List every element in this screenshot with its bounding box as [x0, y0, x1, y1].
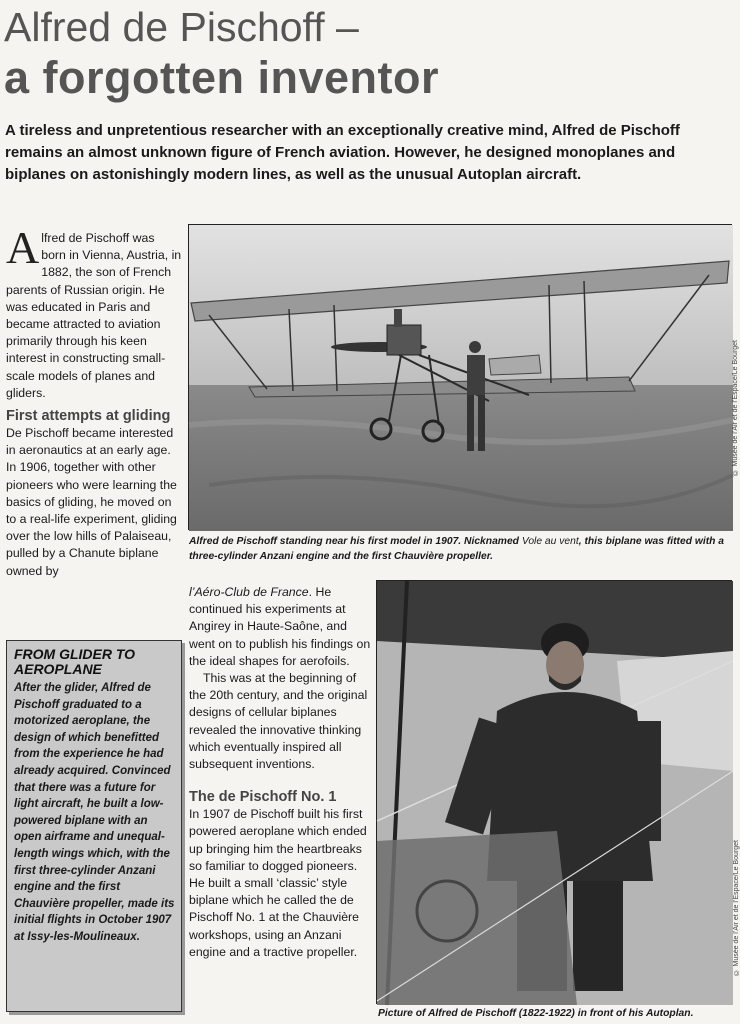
column-1	[6, 222, 182, 580]
column2-para1-text: . He continued his experiments at Angirey in Haute-Saône, and went on to publish his findings on the ideal shapes for aerofoils.	[189, 585, 371, 668]
caption-biplane	[189, 534, 734, 564]
intro-paragraph	[6, 222, 182, 402]
sidebar-heading: FROM GLIDER TO AEROPLANE	[14, 646, 136, 677]
column-2	[189, 584, 371, 961]
column2-paragraph-3: In 1907 de Pischoff built his first powered aeroplane which ended up bringing him the heartbreaks so familiar to dogged pioneers. He built a small ‘classic’ style biplane which he called the de Pischoff No. 1 at the Chauvière workshops, using an Anzani engine and a tractive propeller.	[189, 807, 367, 959]
sidebar-box	[6, 640, 182, 1012]
drop-cap: A	[6, 222, 40, 273]
section-heading-no1: The de Pischoff No. 1	[189, 789, 337, 806]
gliding-paragraph: De Pischoff became interested in aeronautics at an early age. In 1906, together with other pioneers who were learning the basics of gliding, he moved on to a real-life experiment, gliding over the low hills of Palaiseau, pulled by a Chanute biplane owned by	[6, 426, 177, 578]
biplane-illustration	[189, 225, 733, 531]
caption-biplane-nickname: Vole au vent	[521, 536, 579, 547]
column2-paragraph-1	[189, 584, 371, 670]
caption-biplane-part1: Alfred de Pischoff standing near his first model in 1907. Nicknamed	[189, 536, 522, 547]
caption-biplane-part2: , this biplane was fitted with a three-cylinder Anzani engine and the first Chauvière propeller.	[189, 536, 725, 562]
caption-portrait: Picture of Alfred de Pischoff (1822-1922) in front of his Autoplan.	[378, 1008, 694, 1019]
photo-biplane-1907	[188, 224, 732, 530]
photo-credit-2: © Musée de l’Air et de l’Espace/Le Bourget	[733, 840, 740, 976]
title-line-2: a forgotten inventor	[4, 52, 439, 103]
column2-paragraph-2: This was at the beginning of the 20th century, and the original designs of cellular biplanes revealed the innovative thinking which eventually inspired all subsequent inventions.	[189, 671, 368, 772]
lead-paragraph: A tireless and unpretentious researcher with an exceptionally creative mind, Alfred de Pischoff remains an almost unknown figure of French aviation. However, he designed monoplanes and biplanes on astonishingly modern lines, as well as the unusual Autoplan aircraft.	[5, 122, 680, 183]
section-heading-gliding: First attempts at gliding	[6, 408, 171, 425]
sidebar-text: After the glider, Alfred de Pischoff graduated to a motorized aeroplane, the design of which benefitted from the experience he had already acquired. Convinced that there was a future for light aircraft, he built a low-powered biplane with an open airframe and unequal-length wings which, with the first three-cylinder Anzani engine and the first Chauvière propeller, made its initial flights in October 1907 at Issy-les-Moulineaux.	[14, 682, 175, 943]
photo-autoplan-portrait	[376, 580, 732, 1004]
photo-credit-1: © Musée de l’Air et de l’Espace/Le Bourget	[732, 340, 739, 476]
intro-text: lfred de Pischoff was born in Vienna, Austria, in 1882, the son of French parents of Russian origin. He was educated in Paris and became attracted to aviation primarily through his keen interest in constructing small-scale models of planes and gliders.	[6, 231, 182, 400]
aero-club-name: l’Aéro-Club de France	[189, 585, 309, 599]
portrait-illustration	[377, 581, 733, 1005]
title-line-1: Alfred de Pischoff –	[4, 4, 359, 50]
